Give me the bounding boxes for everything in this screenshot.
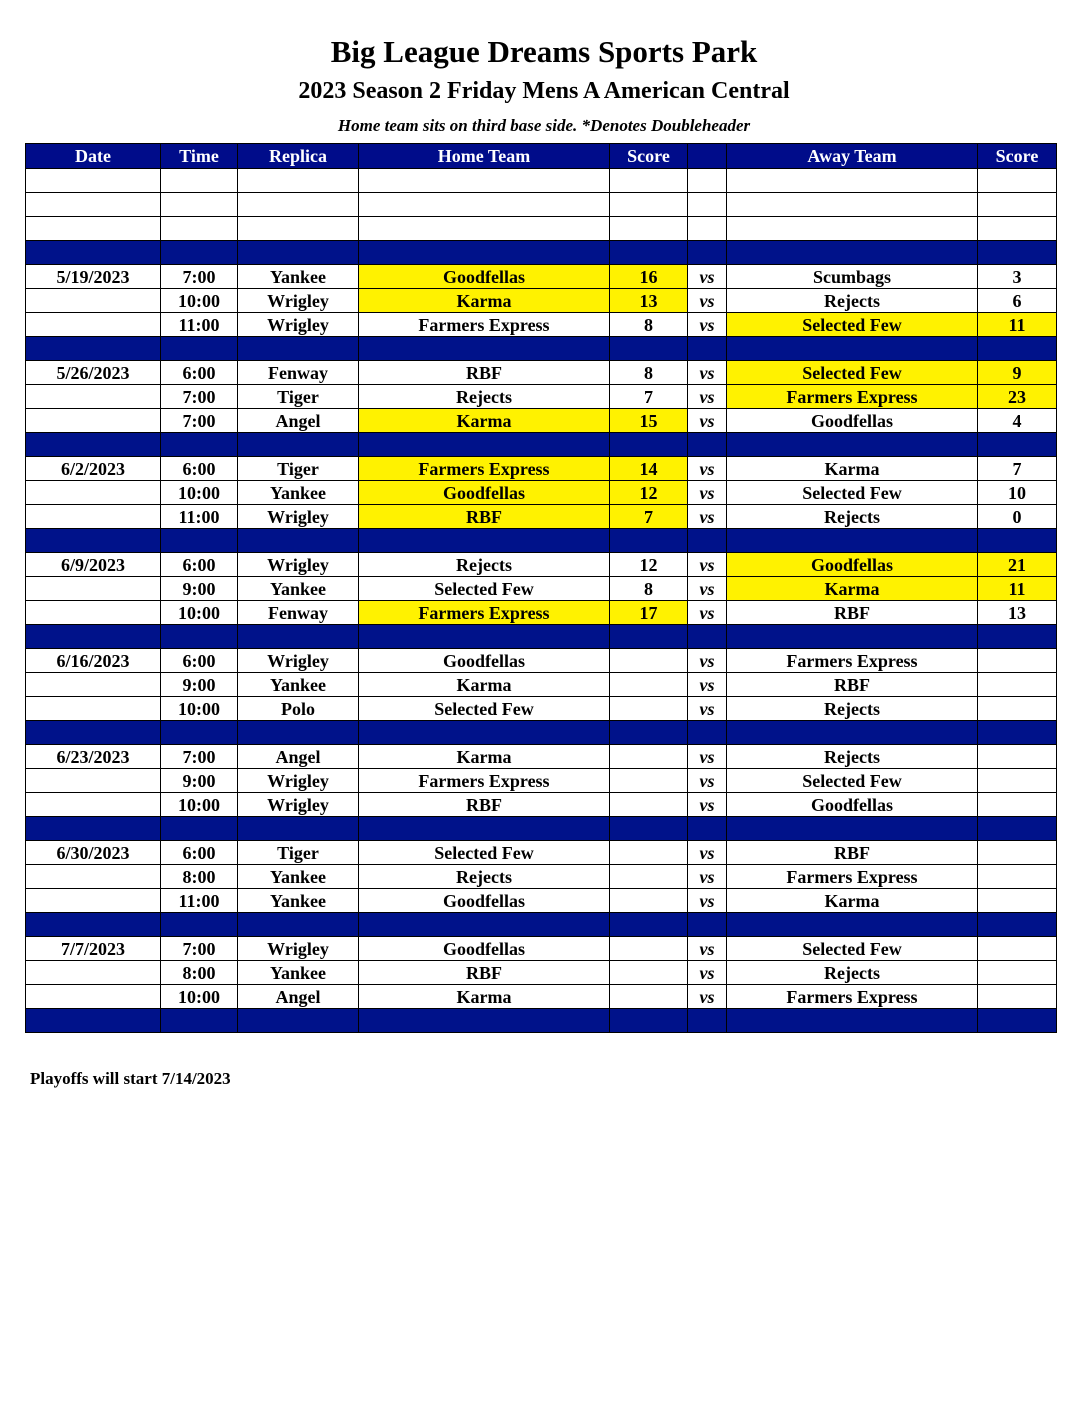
away-team: Selected Few (727, 769, 978, 793)
away-score: 9 (978, 361, 1057, 385)
away-score (978, 865, 1057, 889)
blank-row (26, 217, 1057, 241)
away-score: 0 (978, 505, 1057, 529)
home-team: Selected Few (359, 577, 610, 601)
game-field: Wrigley (238, 553, 359, 577)
game-field: Tiger (238, 385, 359, 409)
vs-label: vs (688, 889, 727, 913)
home-score (610, 985, 688, 1009)
away-score (978, 673, 1057, 697)
vs-label: vs (688, 457, 727, 481)
away-score (978, 649, 1057, 673)
game-field: Angel (238, 985, 359, 1009)
game-time: 10:00 (161, 289, 238, 313)
week-separator-row (26, 913, 1057, 937)
game-row (26, 361, 1057, 385)
game-date (26, 289, 161, 313)
home-score: 14 (610, 457, 688, 481)
home-score (610, 793, 688, 817)
away-team: Goodfellas (727, 553, 978, 577)
game-time: 11:00 (161, 313, 238, 337)
game-date (26, 601, 161, 625)
game-time: 11:00 (161, 505, 238, 529)
week-separator-row (26, 1009, 1057, 1033)
game-date: 6/30/2023 (26, 841, 161, 865)
away-score (978, 697, 1057, 721)
game-row (26, 937, 1057, 961)
game-date (26, 577, 161, 601)
game-time: 9:00 (161, 673, 238, 697)
col-header-away-team: Away Team (727, 144, 978, 169)
home-score: 7 (610, 505, 688, 529)
vs-label: vs (688, 937, 727, 961)
game-time: 8:00 (161, 961, 238, 985)
home-score (610, 937, 688, 961)
game-row (26, 697, 1057, 721)
week-separator-row (26, 721, 1057, 745)
game-time: 6:00 (161, 457, 238, 481)
game-row (26, 961, 1057, 985)
game-date: 5/19/2023 (26, 265, 161, 289)
game-field: Tiger (238, 841, 359, 865)
game-row (26, 745, 1057, 769)
game-time: 6:00 (161, 361, 238, 385)
away-team: Rejects (727, 505, 978, 529)
home-score: 17 (610, 601, 688, 625)
game-date: 6/2/2023 (26, 457, 161, 481)
col-header-vs (688, 144, 727, 169)
home-score: 8 (610, 361, 688, 385)
game-row (26, 385, 1057, 409)
game-time: 9:00 (161, 769, 238, 793)
game-date (26, 889, 161, 913)
home-team: Karma (359, 289, 610, 313)
vs-label: vs (688, 553, 727, 577)
home-team: Goodfellas (359, 649, 610, 673)
game-row (26, 289, 1057, 313)
away-score (978, 769, 1057, 793)
game-row (26, 793, 1057, 817)
game-date (26, 769, 161, 793)
game-row (26, 505, 1057, 529)
home-score: 8 (610, 577, 688, 601)
home-score (610, 865, 688, 889)
game-row (26, 313, 1057, 337)
game-row (26, 769, 1057, 793)
game-row (26, 265, 1057, 289)
vs-label: vs (688, 385, 727, 409)
vs-label: vs (688, 745, 727, 769)
game-time: 10:00 (161, 985, 238, 1009)
playoffs-note: Playoffs will start 7/14/2023 (30, 1069, 231, 1088)
home-team: RBF (359, 361, 610, 385)
game-time: 9:00 (161, 577, 238, 601)
game-time: 6:00 (161, 649, 238, 673)
home-team: Goodfellas (359, 889, 610, 913)
col-header-date: Date (26, 144, 161, 169)
col-header-time: Time (161, 144, 238, 169)
home-score (610, 769, 688, 793)
game-field: Wrigley (238, 649, 359, 673)
away-team: RBF (727, 601, 978, 625)
home-team: Farmers Express (359, 457, 610, 481)
vs-label: vs (688, 649, 727, 673)
game-row (26, 649, 1057, 673)
col-header-away-score: Score (978, 144, 1057, 169)
game-row (26, 889, 1057, 913)
away-score (978, 889, 1057, 913)
game-date: 7/7/2023 (26, 937, 161, 961)
vs-label: vs (688, 961, 727, 985)
game-field: Yankee (238, 577, 359, 601)
game-row (26, 865, 1057, 889)
away-team: Rejects (727, 697, 978, 721)
away-score (978, 841, 1057, 865)
away-score: 23 (978, 385, 1057, 409)
home-team: Karma (359, 673, 610, 697)
away-score (978, 937, 1057, 961)
away-score (978, 985, 1057, 1009)
col-header-replica: Replica (238, 144, 359, 169)
home-score: 7 (610, 385, 688, 409)
away-team: Rejects (727, 745, 978, 769)
away-team: Farmers Express (727, 985, 978, 1009)
home-score (610, 649, 688, 673)
schedule-note: Home team sits on third base side. *Denotes Doubleheader (337, 116, 751, 135)
home-team: Karma (359, 409, 610, 433)
game-time: 10:00 (161, 793, 238, 817)
game-date: 6/23/2023 (26, 745, 161, 769)
game-time: 7:00 (161, 937, 238, 961)
game-time: 10:00 (161, 697, 238, 721)
game-time: 11:00 (161, 889, 238, 913)
game-date (26, 793, 161, 817)
away-team: RBF (727, 841, 978, 865)
game-time: 6:00 (161, 841, 238, 865)
home-score: 8 (610, 313, 688, 337)
home-score: 12 (610, 481, 688, 505)
game-time: 8:00 (161, 865, 238, 889)
home-score: 15 (610, 409, 688, 433)
game-row (26, 985, 1057, 1009)
page-subtitle: 2023 Season 2 Friday Mens A American Central (298, 78, 790, 104)
away-score: 21 (978, 553, 1057, 577)
home-team: Rejects (359, 865, 610, 889)
home-team: Selected Few (359, 697, 610, 721)
game-row (26, 673, 1057, 697)
game-time: 10:00 (161, 481, 238, 505)
home-team: Goodfellas (359, 481, 610, 505)
game-time: 7:00 (161, 745, 238, 769)
home-team: RBF (359, 505, 610, 529)
home-score (610, 745, 688, 769)
home-score (610, 961, 688, 985)
away-score: 11 (978, 577, 1057, 601)
game-date (26, 961, 161, 985)
game-field: Angel (238, 745, 359, 769)
home-score (610, 889, 688, 913)
home-score (610, 841, 688, 865)
home-team: Rejects (359, 553, 610, 577)
week-separator-row (26, 241, 1057, 265)
home-team: Farmers Express (359, 769, 610, 793)
home-team: Goodfellas (359, 937, 610, 961)
vs-label: vs (688, 601, 727, 625)
home-team: Karma (359, 985, 610, 1009)
page-title: Big League Dreams Sports Park (330, 34, 758, 69)
home-team: RBF (359, 793, 610, 817)
away-team: Goodfellas (727, 409, 978, 433)
away-score: 6 (978, 289, 1057, 313)
game-row (26, 841, 1057, 865)
vs-label: vs (688, 265, 727, 289)
game-field: Yankee (238, 961, 359, 985)
vs-label: vs (688, 361, 727, 385)
schedule-body (26, 169, 1057, 1033)
game-field: Tiger (238, 457, 359, 481)
home-score: 12 (610, 553, 688, 577)
game-field: Wrigley (238, 289, 359, 313)
vs-label: vs (688, 673, 727, 697)
game-date: 6/9/2023 (26, 553, 161, 577)
game-date (26, 505, 161, 529)
game-field: Yankee (238, 673, 359, 697)
game-row (26, 577, 1057, 601)
away-team: Selected Few (727, 481, 978, 505)
vs-label: vs (688, 409, 727, 433)
game-time: 7:00 (161, 409, 238, 433)
vs-label: vs (688, 985, 727, 1009)
home-team: Goodfellas (359, 265, 610, 289)
away-team: Farmers Express (727, 865, 978, 889)
blank-row (26, 193, 1057, 217)
header-row (26, 144, 1057, 169)
vs-label: vs (688, 505, 727, 529)
away-team: Rejects (727, 961, 978, 985)
game-date (26, 697, 161, 721)
week-separator-row (26, 529, 1057, 553)
game-time: 10:00 (161, 601, 238, 625)
home-score: 16 (610, 265, 688, 289)
away-score (978, 793, 1057, 817)
game-date (26, 673, 161, 697)
week-separator-row (26, 817, 1057, 841)
game-field: Polo (238, 697, 359, 721)
game-date (26, 385, 161, 409)
away-team: Farmers Express (727, 649, 978, 673)
vs-label: vs (688, 769, 727, 793)
home-team: Farmers Express (359, 601, 610, 625)
week-separator-row (26, 337, 1057, 361)
away-team: Farmers Express (727, 385, 978, 409)
game-field: Wrigley (238, 313, 359, 337)
vs-label: vs (688, 481, 727, 505)
game-row (26, 481, 1057, 505)
game-date (26, 409, 161, 433)
away-team: Selected Few (727, 313, 978, 337)
week-separator-row (26, 433, 1057, 457)
game-field: Yankee (238, 481, 359, 505)
home-score: 13 (610, 289, 688, 313)
game-time: 6:00 (161, 553, 238, 577)
vs-label: vs (688, 841, 727, 865)
vs-label: vs (688, 793, 727, 817)
away-team: Karma (727, 577, 978, 601)
away-team: RBF (727, 673, 978, 697)
away-score: 7 (978, 457, 1057, 481)
game-date (26, 481, 161, 505)
away-score (978, 745, 1057, 769)
vs-label: vs (688, 865, 727, 889)
home-score (610, 697, 688, 721)
away-score: 3 (978, 265, 1057, 289)
away-score: 11 (978, 313, 1057, 337)
vs-label: vs (688, 313, 727, 337)
away-team: Karma (727, 457, 978, 481)
away-team: Selected Few (727, 361, 978, 385)
away-score: 13 (978, 601, 1057, 625)
week-separator-row (26, 625, 1057, 649)
game-field: Wrigley (238, 793, 359, 817)
game-field: Fenway (238, 361, 359, 385)
game-date (26, 865, 161, 889)
game-row (26, 409, 1057, 433)
col-header-home-team: Home Team (359, 144, 610, 169)
away-team: Selected Few (727, 937, 978, 961)
game-date: 5/26/2023 (26, 361, 161, 385)
away-score: 4 (978, 409, 1057, 433)
game-date (26, 313, 161, 337)
game-date (26, 985, 161, 1009)
vs-label: vs (688, 289, 727, 313)
home-score (610, 673, 688, 697)
game-date: 6/16/2023 (26, 649, 161, 673)
schedule-table (25, 143, 1057, 1033)
home-team: Rejects (359, 385, 610, 409)
game-field: Yankee (238, 889, 359, 913)
game-field: Wrigley (238, 769, 359, 793)
game-field: Yankee (238, 265, 359, 289)
game-field: Yankee (238, 865, 359, 889)
home-team: Farmers Express (359, 313, 610, 337)
home-team: RBF (359, 961, 610, 985)
home-team: Karma (359, 745, 610, 769)
away-team: Rejects (727, 289, 978, 313)
game-row (26, 553, 1057, 577)
away-team: Goodfellas (727, 793, 978, 817)
game-field: Wrigley (238, 937, 359, 961)
game-time: 7:00 (161, 265, 238, 289)
away-team: Scumbags (727, 265, 978, 289)
col-header-home-score: Score (610, 144, 688, 169)
home-team: Selected Few (359, 841, 610, 865)
away-team: Karma (727, 889, 978, 913)
game-time: 7:00 (161, 385, 238, 409)
game-row (26, 601, 1057, 625)
game-field: Angel (238, 409, 359, 433)
vs-label: vs (688, 577, 727, 601)
game-field: Fenway (238, 601, 359, 625)
away-score: 10 (978, 481, 1057, 505)
vs-label: vs (688, 697, 727, 721)
game-row (26, 457, 1057, 481)
blank-row (26, 169, 1057, 193)
game-field: Wrigley (238, 505, 359, 529)
away-score (978, 961, 1057, 985)
